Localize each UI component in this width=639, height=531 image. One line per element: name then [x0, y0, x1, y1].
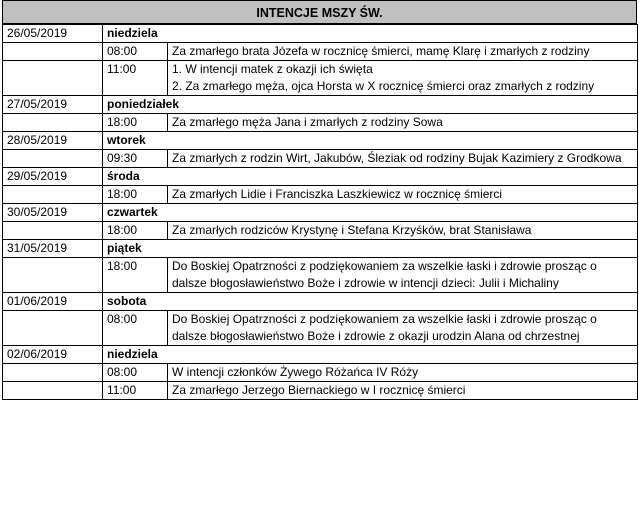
day-name: czwartek	[103, 204, 638, 222]
intention-text: 2. Za zmarłego męża, ojca Horsta w X rocznicę śmierci oraz zmarłych z rodziny	[172, 79, 595, 93]
mass-time: 08:00	[103, 311, 168, 346]
day-date: 01/06/2019	[3, 293, 103, 311]
empty-cell	[3, 43, 103, 61]
day-name: niedziela	[103, 25, 638, 43]
empty-cell	[3, 311, 103, 346]
mass-intention	[168, 364, 638, 382]
intention-text: Za zmarłych z rodzin Wirt, Jakubów, Śleziak od rodziny Bujak Kazimiery z Grodkowa	[172, 151, 622, 165]
mass-time: 11:00	[103, 61, 168, 96]
mass-row	[3, 364, 638, 382]
mass-intention	[168, 382, 638, 400]
empty-cell	[3, 364, 103, 382]
mass-time: 18:00	[103, 258, 168, 293]
mass-intention	[168, 61, 638, 96]
intention-text: W intencji członków Żywego Różańca IV Róży	[172, 365, 419, 379]
mass-time: 08:00	[103, 364, 168, 382]
day-header-row	[3, 346, 638, 364]
intentions-table-body	[3, 25, 638, 400]
mass-time: 18:00	[103, 222, 168, 240]
day-name: niedziela	[103, 346, 638, 364]
day-name: piątek	[103, 240, 638, 258]
day-date: 31/05/2019	[3, 240, 103, 258]
mass-row	[3, 43, 638, 61]
mass-row	[3, 382, 638, 400]
day-date: 29/05/2019	[3, 168, 103, 186]
mass-intention	[168, 186, 638, 204]
intention-text: Za zmarłego brata Józefa w rocznicę śmierci, mamę Klarę i zmarłych z rodziny	[172, 44, 590, 58]
mass-intention	[168, 258, 638, 293]
mass-row	[3, 258, 638, 293]
day-header-row	[3, 96, 638, 114]
mass-time: 18:00	[103, 114, 168, 132]
mass-time: 18:00	[103, 186, 168, 204]
intention-text: Do Boskiej Opatrzności z podziękowaniem za wszelkie łaski i zdrowie prosząc o dalsze błogosławieństwo Boże i zdrowie w intencji dzieci: Julii i Michaliny	[172, 259, 597, 290]
empty-cell	[3, 258, 103, 293]
day-header-row	[3, 293, 638, 311]
mass-intention	[168, 43, 638, 61]
day-date: 30/05/2019	[3, 204, 103, 222]
intention-text: Za zmarłego Jerzego Biernackiego w I rocznicę śmierci	[172, 383, 466, 397]
mass-row	[3, 311, 638, 346]
mass-intention	[168, 311, 638, 346]
intention-text: 1. W intencji matek z okazji ich święta	[172, 62, 373, 76]
intention-text: Do Boskiej Opatrzności z podziękowaniem za wszelkie łaski i zdrowie prosząc o dalsze błogosławieństwo Boże i zdrowie z okazji urodzin Alana od chrzestnej	[172, 312, 597, 343]
day-name: środa	[103, 168, 638, 186]
day-header-row	[3, 204, 638, 222]
mass-row	[3, 186, 638, 204]
day-header-row	[3, 25, 638, 43]
mass-row	[3, 114, 638, 132]
day-name: wtorek	[103, 132, 638, 150]
mass-intentions-sheet	[2, 0, 637, 400]
empty-cell	[3, 186, 103, 204]
mass-time: 08:00	[103, 43, 168, 61]
empty-cell	[3, 150, 103, 168]
empty-cell	[3, 382, 103, 400]
mass-row	[3, 150, 638, 168]
intention-text: Za zmarłego męża Jana i zmarłych z rodziny Sowa	[172, 115, 443, 129]
mass-row	[3, 222, 638, 240]
empty-cell	[3, 222, 103, 240]
empty-cell	[3, 114, 103, 132]
mass-intention	[168, 150, 638, 168]
mass-row	[3, 61, 638, 96]
day-name: sobota	[103, 293, 638, 311]
day-date: 02/06/2019	[3, 346, 103, 364]
mass-intention	[168, 222, 638, 240]
day-date: 27/05/2019	[3, 96, 103, 114]
intention-text: Za zmarłych Lidie i Franciszka Laszkiewicz w rocznicę śmierci	[172, 187, 503, 201]
sheet-title: INTENCJE MSZY ŚW.	[2, 0, 637, 24]
intention-text: Za zmarłych rodziców Krystynę i Stefana Krzyśków, brat Stanisława	[172, 223, 532, 237]
mass-time: 09:30	[103, 150, 168, 168]
intentions-table	[2, 24, 638, 400]
day-header-row	[3, 168, 638, 186]
day-name: poniedziałek	[103, 96, 638, 114]
day-header-row	[3, 240, 638, 258]
mass-intention	[168, 114, 638, 132]
mass-time: 11:00	[103, 382, 168, 400]
empty-cell	[3, 61, 103, 96]
day-header-row	[3, 132, 638, 150]
day-date: 26/05/2019	[3, 25, 103, 43]
day-date: 28/05/2019	[3, 132, 103, 150]
